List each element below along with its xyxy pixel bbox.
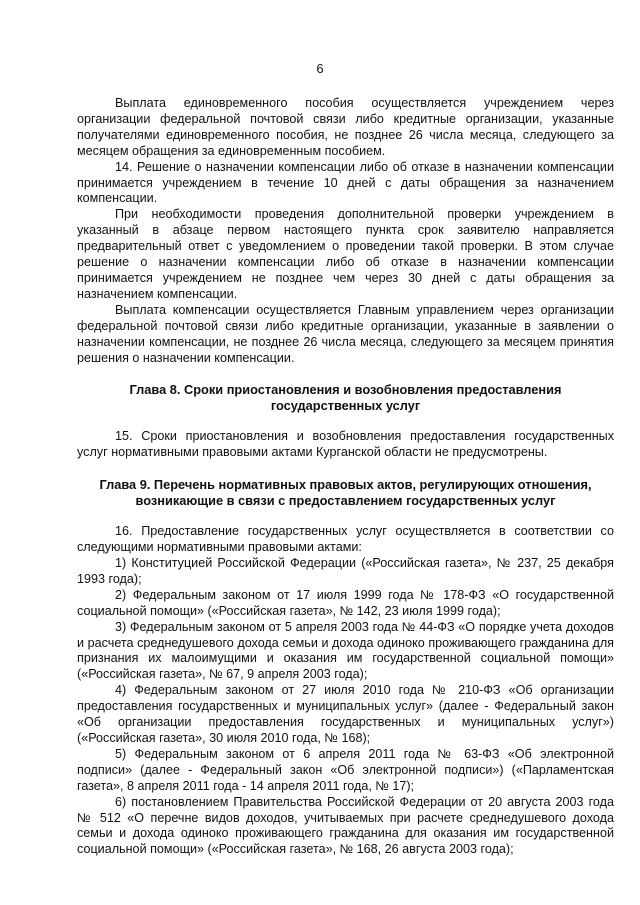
chapter-9-heading-line-1: Глава 9. Перечень нормативных правовых актов, регулирующих отношения,: [99, 477, 592, 493]
page-number: 6: [316, 61, 324, 76]
list-item-4-law-210: 4) Федеральным законом от 27 июля 2010 года № 210-ФЗ «Об организации предоставления государственных и муниципальных услуг» (далее - Федеральный закон «Об организации предоставления государственных и муниципальных услуг») («Российская газета», 30 июля 2010 года, № 168);: [77, 683, 614, 745]
list-item-5-law-63: 5) Федеральным законом от 6 апреля 2011 года № 63-ФЗ «Об электронной подписи» (далее - Федеральный закон «Об электронной подписи») («Парламентская газета», 8 апреля 2011 года - 14 апреля 2011 года, № 17);: [77, 746, 614, 793]
chapter-8-heading: [77, 382, 614, 414]
paragraph-compensation-payment: Выплата компенсации осуществляется Главным управлением через организации федеральной почтовой связи либо кредитные организации, указанные в заявлении о назначении компенсации, не позднее 26 числа месяца, следующего за месяцем принятия решения о назначении компенсации.: [77, 302, 614, 365]
paragraph-14-decision: 14. Решение о назначении компенсации либо об отказе в назначении компенсации принимается учреждением в течение 10 дней с даты обращения за назначением компенсации.: [77, 159, 614, 206]
list-item-2-law-178: 2) Федеральным законом от 17 июля 1999 года № 178-ФЗ «О государственной социальной помощи» («Российская газета», № 142, 23 июля 1999 года);: [77, 587, 614, 618]
chapter-9-heading: [77, 477, 614, 509]
chapter-8-heading-line-1: Глава 8. Сроки приостановления и возобновления предоставления: [129, 382, 562, 398]
chapter-9-heading-line-2: возникающие в связи с предоставлением государственных услуг: [135, 493, 556, 509]
paragraph-additional-check: При необходимости проведения дополнительной проверки учреждением в указанный в абзаце первом настоящего пункта срок заявителю направляется предварительный ответ с уведомлением о проведении такой проверки. В этом случае решение о назначении компенсации либо об отказе в назначении компенсации принимается учреждением не позднее чем через 30 дней с даты обращения за назначением компенсации.: [77, 207, 614, 301]
paragraph-16: 16. Предоставление государственных услуг осуществляется в соответствии со следующими нормативными правовыми актами:: [77, 524, 614, 555]
list-item-3-law-44: 3) Федеральным законом от 5 апреля 2003 года № 44-ФЗ «О порядке учета доходов и расчета среднедушевого дохода семьи и дохода одиноко проживающего гражданина для признания их малоимущими и оказания им государственной социальной помощи» («Российская газета», № 67, 9 апреля 2003 года);: [77, 619, 614, 682]
chapter-8-heading-line-2: государственных услуг: [270, 398, 421, 414]
paragraph-lump-sum-payment: Выплата единовременного пособия осуществляется учреждением через организации федеральной почтовой связи либо кредитные организации, указанные получателями единовременного пособия, не позднее 26 числа месяца, следующего за месяцем обращения за единовременным пособием.: [77, 96, 614, 158]
list-item-6-resolution-512: 6) постановлением Правительства Российской Федерации от 20 августа 2003 года № 512 «О перечне видов доходов, учитываемых при расчете среднедушевого дохода семьи и дохода одиноко проживающего гражданина для оказания им государственной социальной помощи» («Российская газета», № 168, 26 августа 2003 года);: [77, 794, 614, 857]
document-body: [77, 96, 614, 858]
list-item-1-constitution: 1) Конституцией Российской Федерации («Российская газета», № 237, 25 декабря 1993 года);: [77, 556, 614, 586]
paragraph-15: 15. Сроки приостановления и возобновления предоставления государственных услуг нормативными правовыми актами Курганской области не предусмотрены.: [77, 429, 614, 460]
